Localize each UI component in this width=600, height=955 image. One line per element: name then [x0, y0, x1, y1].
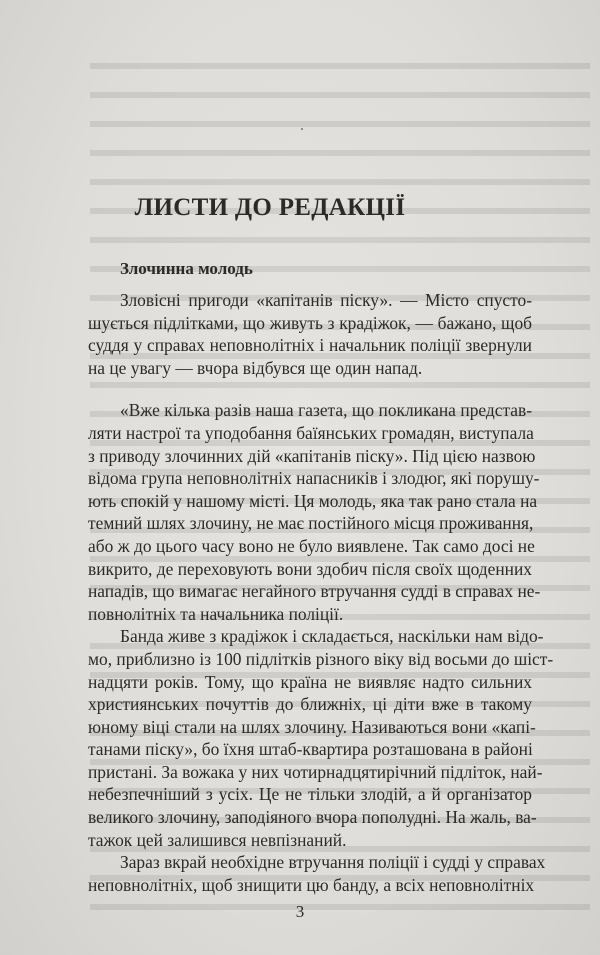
text-line: Банда живе з крадіжок і складається, наскільки нам відо-: [120, 626, 544, 647]
text-line: нападів, що вимагає негайного втручання судді в справах не-: [88, 581, 541, 602]
text-line: викрито, де переховують вони здобич після своїх щоденних: [88, 558, 532, 579]
text-line: на це увагу — вчора відбувся ще один напад.: [88, 357, 423, 378]
text-line: танами піску», бо їхня штаб-квартира розташована в районі: [88, 739, 533, 760]
text-line: юному віці стали на шлях злочину. Називаються вони «капі-: [88, 716, 536, 737]
paragraph: [88, 625, 554, 851]
page-number: 3: [295, 902, 305, 921]
text-line: надцяти років. Тому, що країна не виявляє надто сильних: [88, 671, 532, 692]
text-line: ляти настрої та уподобання баїянських громадян, виступала: [88, 422, 534, 443]
text-line: пристані. За вожака у них чотирнадцятирічний підліток, най-: [88, 761, 543, 782]
text-line: повнолітніх та начальника поліції.: [88, 603, 344, 624]
text-line: «Вже кілька разів наша газета, що покликана представ-: [120, 400, 532, 421]
text-line: тажок цей залишився невпізнаний.: [88, 829, 347, 850]
paragraph: [88, 851, 546, 896]
text-line: або ж до цього часу воно не було виявлене. Так само досі не: [88, 535, 535, 556]
paragraph-gap: [88, 379, 532, 399]
paragraph: [88, 399, 541, 625]
text-line: темний шлях злочину, не має постійного місця проживання,: [88, 513, 534, 534]
text-line: з приводу злочинних дій «капітанів піску». Під цією назвою: [88, 445, 536, 466]
paragraph: [88, 289, 532, 379]
body-text: [88, 289, 554, 896]
section-heading: Злочинна молодь: [120, 259, 253, 278]
text-line: Зловісні пригоди «капітанів піску». — Місто спусто-: [120, 290, 532, 310]
print-speck: [301, 128, 303, 130]
text-line: небезпечніший з усіх. Це не тільки злодій, а й організатор: [88, 784, 532, 805]
text-line: ють спокій у нашому місті. Ця молодь, яка так рано стала на: [88, 490, 538, 511]
text-line: відома група неповнолітніх напасників і злодюг, які порушу-: [88, 468, 540, 489]
text-line: суддя у справах неповнолітніх і начальник поліції звернули: [88, 335, 532, 356]
text-line: християнських почуттів до ближніх, ці діти вже в такому: [88, 694, 532, 715]
text-line: великого злочину, заподіяного вчора пополудні. На жаль, ва-: [88, 807, 537, 828]
text-line: Зараз вкрай необхідне втручання поліції і судді у справах: [120, 852, 546, 873]
text-line: шується підлітками, що живуть з крадіжок, — бажано, щоб: [88, 312, 532, 333]
text-line: неповнолітніх, щоб знищити цю банду, а всіх неповнолітніх: [88, 874, 535, 895]
chapter-title: ЛИСТИ ДО РЕДАКЦІЇ: [134, 194, 406, 221]
text-line: мо, приблизно із 100 підлітків різного віку від восьми до шіст-: [88, 648, 554, 669]
